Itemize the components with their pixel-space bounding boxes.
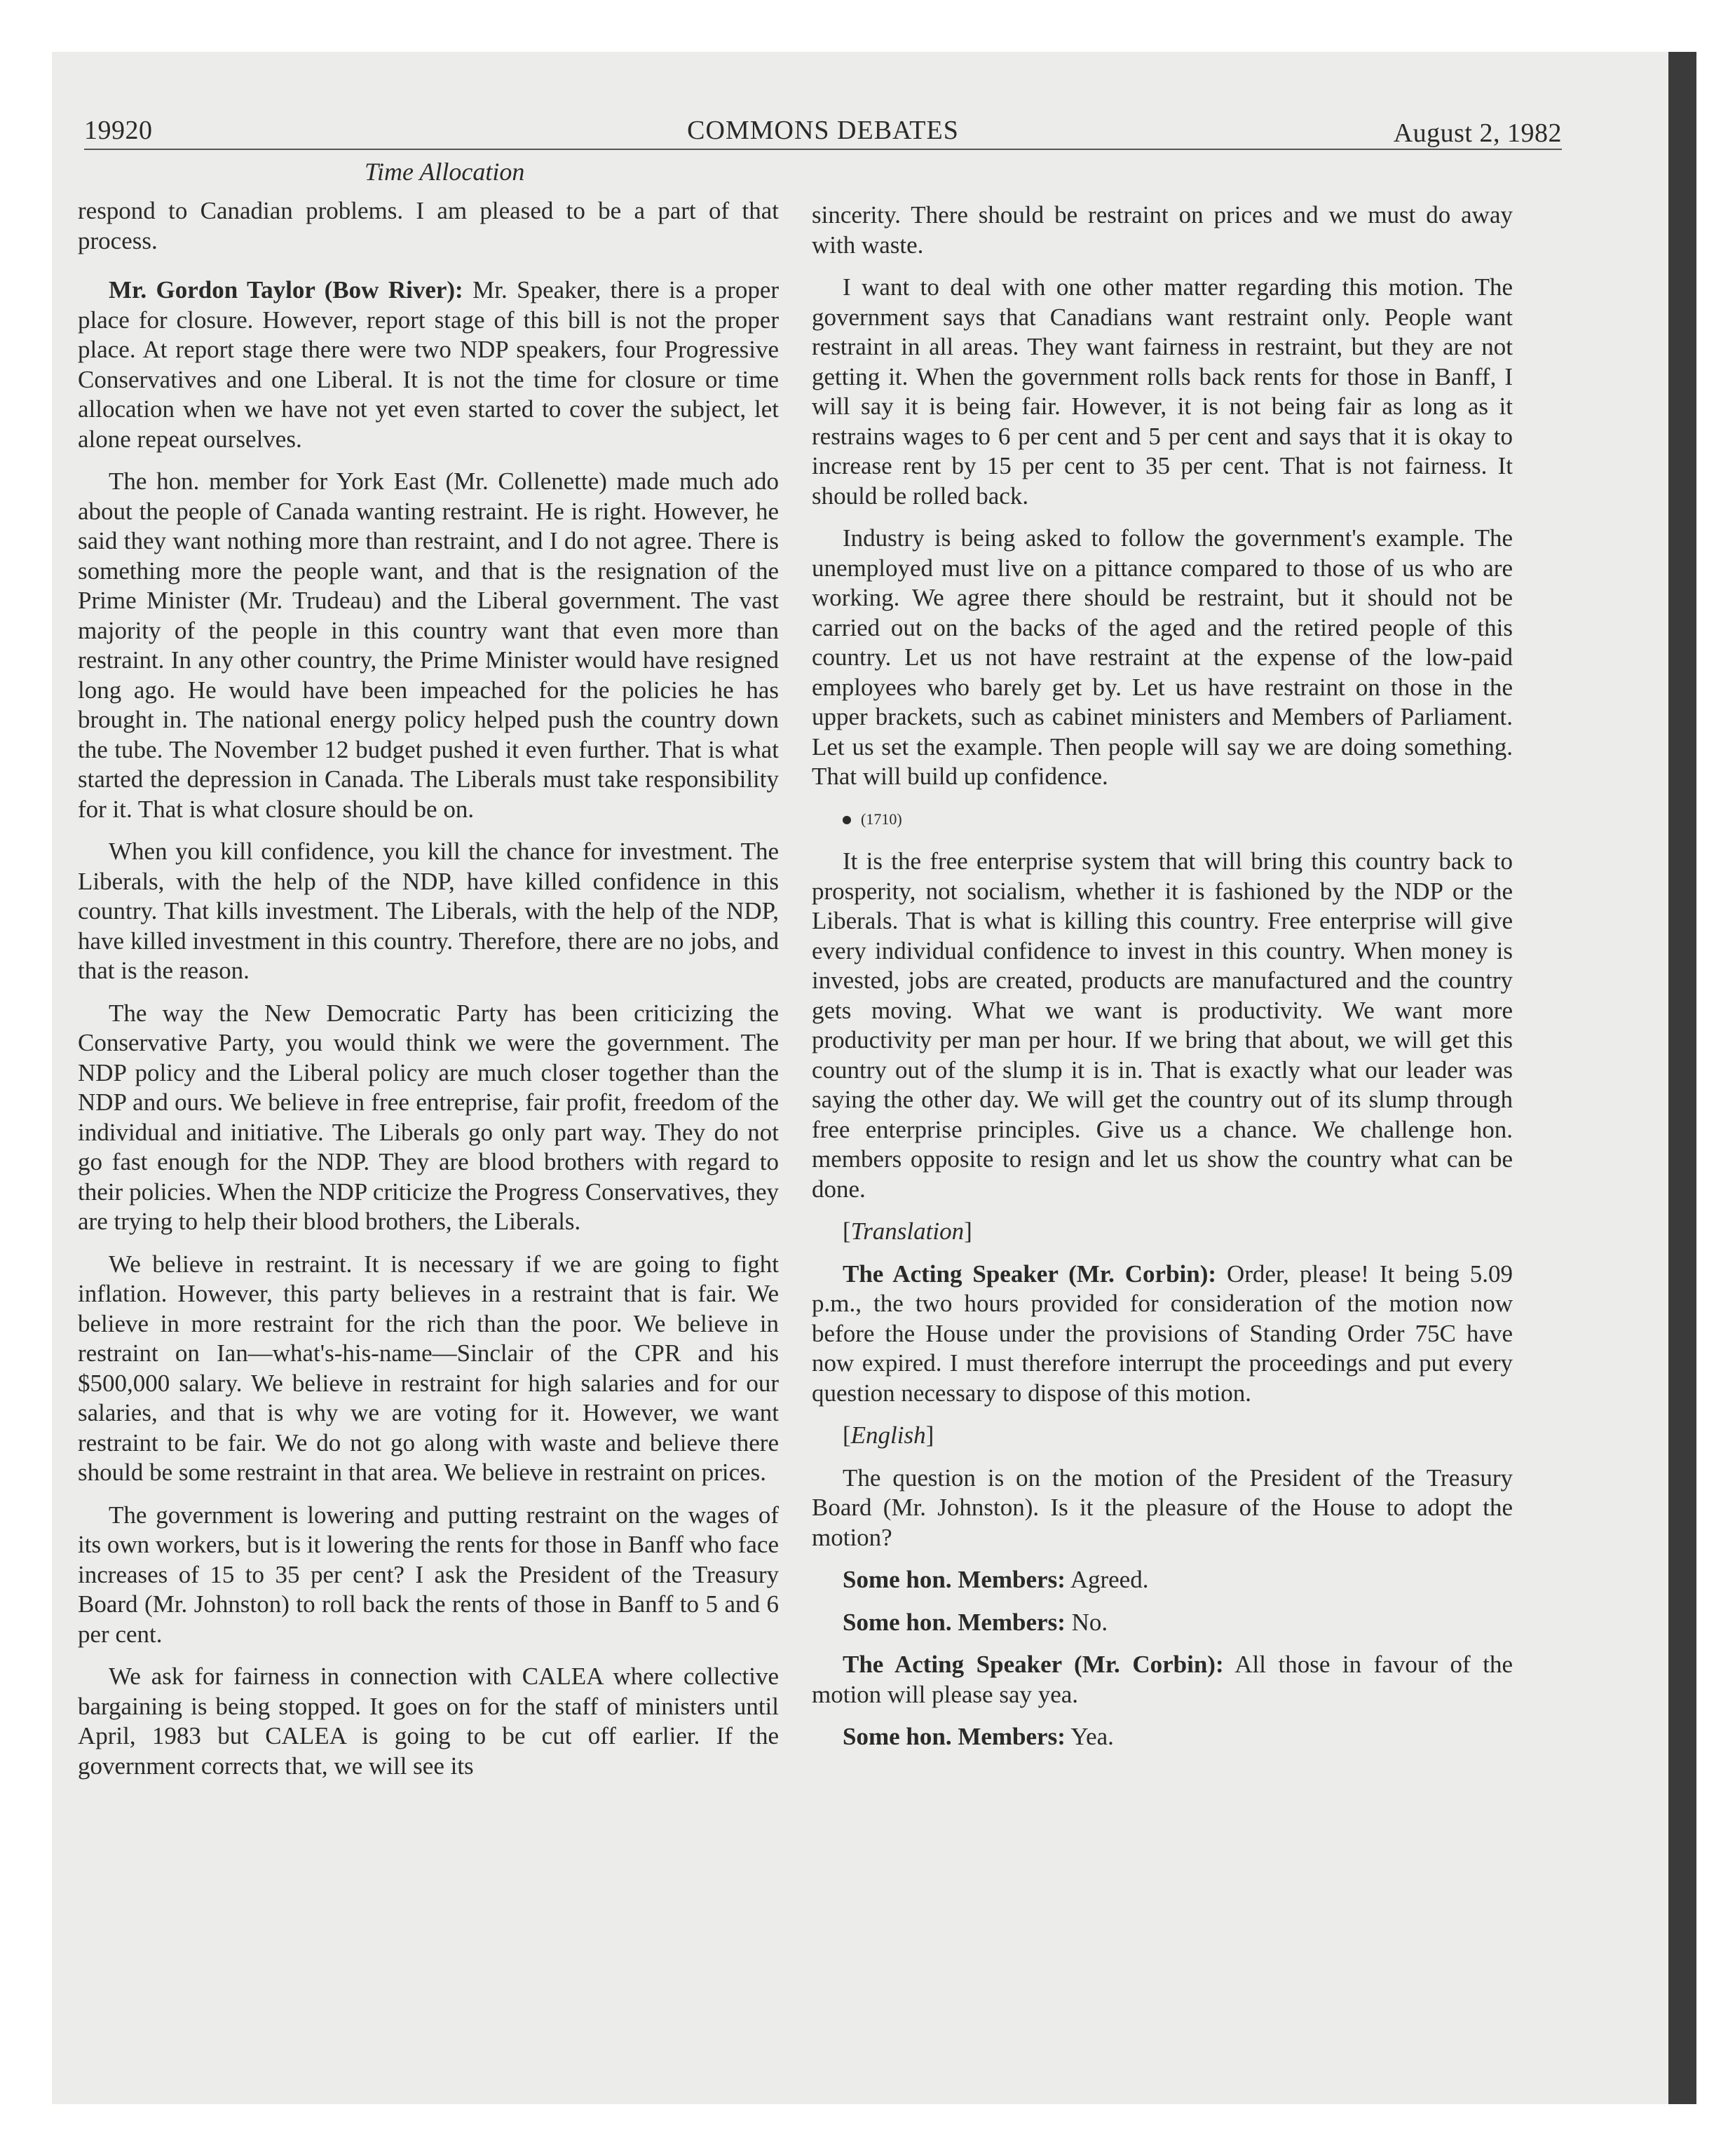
paragraph	[812, 1608, 1513, 1638]
speech-text: Agreed.	[1065, 1566, 1149, 1593]
page-number: 19920	[84, 116, 153, 145]
paragraph	[812, 1722, 1513, 1752]
time-marker	[812, 805, 1513, 835]
paragraph	[812, 1260, 1513, 1409]
paragraph	[812, 1650, 1513, 1710]
paragraph: I want to deal with one other matter regarding this motion. The government says that Canadians want restraint only. People want restraint in all areas. They want fairness in restraint, but they are not getting it. When the government rolls back rents for those in Banff, I will say it is being fair. However, it is not being fair as long as it restrains wages to 6 per cent and 5 per cent and says that it is okay to increase rent by 15 per cent to 35 per cent. That is not fairness. It should be rolled back.	[812, 273, 1513, 510]
speech-text: All those in favour of the motion will please say yea.	[812, 1651, 1513, 1708]
publication-title: COMMONS DEBATES	[687, 116, 959, 145]
paragraph: The government is lowering and putting restraint on the wages of its own workers, but is it lowering the rents for those in Banff who face increases of 15 to 35 per cent? I ask the President of the Treasury Board (Mr. Johnston) to roll back the rents of those in Banff to 5 and 6 per cent.	[78, 1501, 779, 1648]
speaker-name: The Acting Speaker (Mr. Corbin):	[843, 1651, 1224, 1678]
speaker-name: Mr. Gordon Taylor (Bow River):	[109, 276, 463, 303]
paragraph	[812, 1565, 1513, 1595]
left-column	[78, 196, 779, 1794]
paragraph: respond to Canadian problems. I am pleased to be a part of that process.	[78, 197, 779, 254]
language-label: English	[850, 1421, 926, 1449]
paragraph: The question is on the motion of the President of the Treasury Board (Mr. Johnston). Is it the pleasure of the House to adopt the motion?	[812, 1464, 1513, 1551]
paragraph: sincerity. There should be restraint on prices and we must do away with waste.	[812, 201, 1513, 259]
speech-text: Yea.	[1065, 1723, 1114, 1750]
scan-edge-shadow	[1668, 52, 1696, 2104]
paragraph: When you kill confidence, you kill the chance for investment. The Liberals, with the help of the NDP, have killed confidence in this country. That kills investment. The Liberals, with the help of the NDP, have killed investment in this country. Therefore, there are no jobs, and that is the reason.	[78, 838, 779, 984]
speaker-name: The Acting Speaker (Mr. Corbin):	[843, 1260, 1217, 1288]
paragraph: It is the free enterprise system that will bring this country back to prosperity, not socialism, whether it is fashioned by the NDP or the Liberals. That is what is killing this country. Free enterprise will give every individual confidence to invest in this country. When money is invested, jobs are created, products are manufactured and the country gets moving. What we want is productivity. We want more productivity per man per hour. If we bring that about, we will get this country out of the slump it is in. That is exactly what our leader was saying the other day. We will get the country out of its slump through free enterprise principles. Give us a chance. We challenge hon. members opposite to resign and let us show the country what can be done.	[812, 847, 1513, 1203]
speaker-name: Some hon. Members:	[843, 1566, 1066, 1593]
paragraph: The hon. member for York East (Mr. Collenette) made much ado about the people of Canada wanting restraint. He is right. However, he said they want nothing more than restraint, and I do not agree. There is something more the people want, and that is the resignation of the Prime Minister (Mr. Trudeau) and the Liberal government. The vast majority of the people in this country want that even more than restraint. In any other country, the Prime Minister would have resigned long ago. He would have been impeached for the policies he has brought in. The national energy policy helped push the country down the tube. The November 12 budget pushed it even further. That is what started the depression in Canada. The Liberals must take responsibility for it. That is what closure should be on.	[78, 468, 779, 823]
header-rule	[84, 149, 1562, 150]
speech-text: No.	[1065, 1608, 1108, 1636]
paragraph: We believe in restraint. It is necessary if we are going to fight inflation. However, this party believes in a restraint that is fair. We believe in more restraint for the rich than the poor. We believe in restraint on Ian—what's-his-name—Sinclair of the CPR and his $500,000 salary. We believe in restraint for high salaries and for our salaries, and that is why we are voting for it. However, we want restraint to be fair. We do not go along with waste and believe there should be some restraint in that area. We believe in restraint on prices.	[78, 1250, 779, 1486]
page-header	[84, 104, 1562, 146]
speech-text: Order, please! It being 5.09 p.m., the two hours provided for consideration of the motion now before the House under the provisions of Standing Order 75C have now expired. I must therefore interrupt the proceedings and put every question necessary to dispose of this motion.	[812, 1260, 1513, 1407]
language-marker: [Translation]	[843, 1217, 972, 1245]
right-column	[812, 200, 1513, 1765]
paragraph	[78, 275, 779, 454]
paragraph: The way the New Democratic Party has been criticizing the Conservative Party, you would think we were the government. The NDP policy and the Liberal policy are much closer together than the NDP and ours. We believe in free entreprise, fair profit, freedom of the individual and initiative. The Liberals go only part way. They do not go fast enough for the NDP. They are blood brothers with regard to their policies. When the NDP criticize the Progress Conservatives, they are trying to help their blood brothers, the Liberals.	[78, 999, 779, 1235]
publication-date: August 2, 1982	[1393, 118, 1562, 148]
paragraph: Industry is being asked to follow the government's example. The unemployed must live on a pittance compared to those of us who are working. We agree there should be restraint, but it should not be carried out on the backs of the aged and the retired people of this country. Let us not have restraint at the expense of the low-paid employees who barely get by. Let us have restraint on those in the upper brackets, such as cabinet ministers and Members of Parliament. Let us set the example. Then people will say we are doing something. That will build up confidence.	[812, 524, 1513, 790]
speaker-name: Some hon. Members:	[843, 1608, 1066, 1636]
speech-text: Mr. Speaker, there is a proper place for closure. However, report stage of this bill is not the proper place. At report stage there were two NDP speakers, four Progressive Conservatives and one Liberal. It is not the time for closure or time allocation when we have not yet even started to cover the subject, let alone repeat ourselves.	[78, 276, 780, 453]
bullet-icon	[843, 816, 851, 824]
section-heading: Time Allocation	[365, 158, 525, 186]
language-marker: [English]	[843, 1421, 934, 1449]
speaker-name: Some hon. Members:	[843, 1723, 1066, 1750]
timestamp-text: (1710)	[861, 810, 902, 828]
paragraph: We ask for fairness in connection with CALEA where collective bargaining is being stopped. It goes on for the staff of ministers until April, 1983 but CALEA is going to be cut off earlier. If the government corrects that, we will see its	[78, 1663, 779, 1780]
language-label: Translation	[850, 1217, 965, 1245]
